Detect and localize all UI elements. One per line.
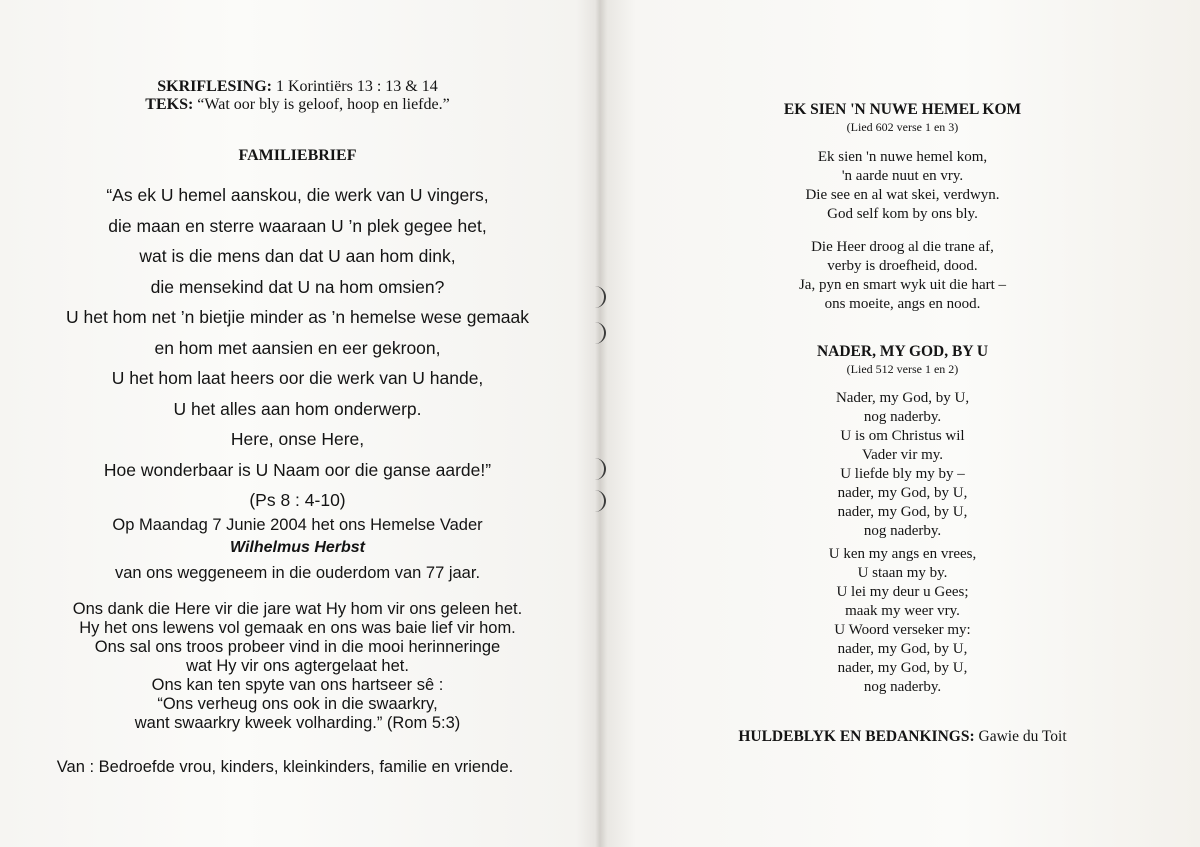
verse-line: Vader vir my. xyxy=(861,447,944,463)
hymn-title: NADER, MY GOD, BY U xyxy=(816,343,989,360)
thanks-line: “Ons verheug ons ook in die swaarkry, xyxy=(157,695,438,713)
psalm-quote xyxy=(0,180,595,516)
hymn-verse xyxy=(605,545,1200,697)
thanks-line: Ons dank die Here vir die jare wat Hy hom vir ons geleen het. xyxy=(72,600,523,618)
notice-line: Op Maandag 7 Junie 2004 het ons Hemelse Vader xyxy=(112,516,483,534)
psalm-line: U het alles aan hom onderwerp. xyxy=(173,398,422,419)
hymn-reference: (Lied 602 verse 1 en 3) xyxy=(846,120,959,134)
verse-line: Ja, pyn en smart wyk uit die hart – xyxy=(798,277,1007,293)
verse-line: nog naderby. xyxy=(863,679,942,695)
verse-line: nader, my God, by U, xyxy=(837,660,968,676)
psalm-line: Here, onse Here, xyxy=(230,429,365,449)
tribute-label: HULDEBLYK EN BEDANKINGS: xyxy=(738,728,975,745)
psalm-reference: (Ps 8 : 4-10) xyxy=(249,490,346,510)
psalm-line: die mensekind dat U na hom omsien? xyxy=(150,276,445,297)
verse-line: Nader, my God, by U, xyxy=(835,390,970,406)
thanks-line: wat Hy vir ons agtergelaat het. xyxy=(186,657,409,675)
right-page xyxy=(605,0,1200,847)
psalm-line: die maan en sterre waaraan U ’n plek gegee het, xyxy=(108,215,487,236)
verse-line: U is om Christus wil xyxy=(840,428,965,444)
hymn-verse xyxy=(605,389,1200,541)
tribute-line xyxy=(605,728,1200,746)
verse-line: Ek sien 'n nuwe hemel kom, xyxy=(817,149,988,165)
psalm-line: U het hom laat heers oor die werk van U hande, xyxy=(111,368,484,388)
hymn-verse xyxy=(605,238,1200,314)
verse-line: nog naderby. xyxy=(863,523,942,539)
thanks-paragraph xyxy=(0,600,595,733)
psalm-line: en hom met aansien en eer gekroon, xyxy=(154,337,441,358)
family-letter-title: FAMILIEBRIEF xyxy=(238,147,357,164)
reading-value: 1 Korintiërs 13 : 13 & 14 xyxy=(275,78,438,95)
hymn-verse xyxy=(605,148,1200,224)
verse-line: nog naderby. xyxy=(863,409,942,425)
reading-line xyxy=(0,78,595,96)
scripture-reading xyxy=(0,78,595,114)
psalm-line: U het hom net ’n bietjie minder as ’n hemelse wese gemaak xyxy=(65,307,529,327)
verse-line: nader, my God, by U, xyxy=(837,504,968,520)
verse-line: U staan my by. xyxy=(857,565,948,581)
hymn-reference: (Lied 512 verse 1 en 2) xyxy=(846,362,959,376)
left-page xyxy=(0,0,595,847)
verse-line: U lei my deur u Gees; xyxy=(836,584,969,600)
notice-line: van ons weggeneem in die ouderdom van 77 jaar. xyxy=(114,564,481,582)
thanks-line: Ons kan ten spyte van ons hartseer sê : xyxy=(151,676,444,694)
text-label: TEKS: xyxy=(145,96,194,113)
verse-line: Die see en al wat skei, verdwyn. xyxy=(805,187,1000,203)
thanks-line: want swaarkry kweek volharding.” (Rom 5:3) xyxy=(134,714,461,732)
thanks-line: Hy het ons lewens vol gemaak en ons was baie lief vir hom. xyxy=(79,619,516,637)
death-notice xyxy=(0,514,595,594)
psalm-line: “As ek U hemel aanskou, die werk van U vingers, xyxy=(106,185,489,205)
text-value: “Wat oor bly is geloof, hoop en liefde.” xyxy=(197,96,450,113)
psalm-line: wat is die mens dan dat U aan hom dink, xyxy=(139,246,456,266)
deceased-name: Wilhelmus Herbst xyxy=(230,539,365,556)
verse-line: Die Heer droog al die trane af, xyxy=(811,239,994,255)
verse-line: nader, my God, by U, xyxy=(837,641,968,657)
from-line: Van : Bedroefde vrou, kinders, kleinkinders, familie en vriende. xyxy=(56,758,514,776)
text-line xyxy=(0,96,595,114)
verse-line: maak my weer vry. xyxy=(845,603,960,619)
thanks-line: Ons sal ons troos probeer vind in die mooi herinneringe xyxy=(94,638,501,656)
psalm-line: Hoe wonderbaar is U Naam oor die ganse aarde!” xyxy=(103,459,492,480)
verse-line: God self kom by ons bly. xyxy=(827,206,978,222)
reading-label: SKRIFLESING: xyxy=(157,78,272,95)
verse-line: 'n aarde nuut en vry. xyxy=(841,168,964,184)
verse-line: U Woord verseker my: xyxy=(834,622,971,638)
hymn-title: EK SIEN 'N NUWE HEMEL KOM xyxy=(783,101,1022,118)
verse-line: verby is droefheid, dood. xyxy=(827,258,978,274)
verse-line: U liefde bly my by – xyxy=(840,466,965,482)
verse-line: ons moeite, angs en nood. xyxy=(824,296,981,312)
verse-line: U ken my angs en vrees, xyxy=(828,546,977,562)
tribute-value: Gawie du Toit xyxy=(978,728,1067,745)
verse-line: nader, my God, by U, xyxy=(837,485,968,501)
